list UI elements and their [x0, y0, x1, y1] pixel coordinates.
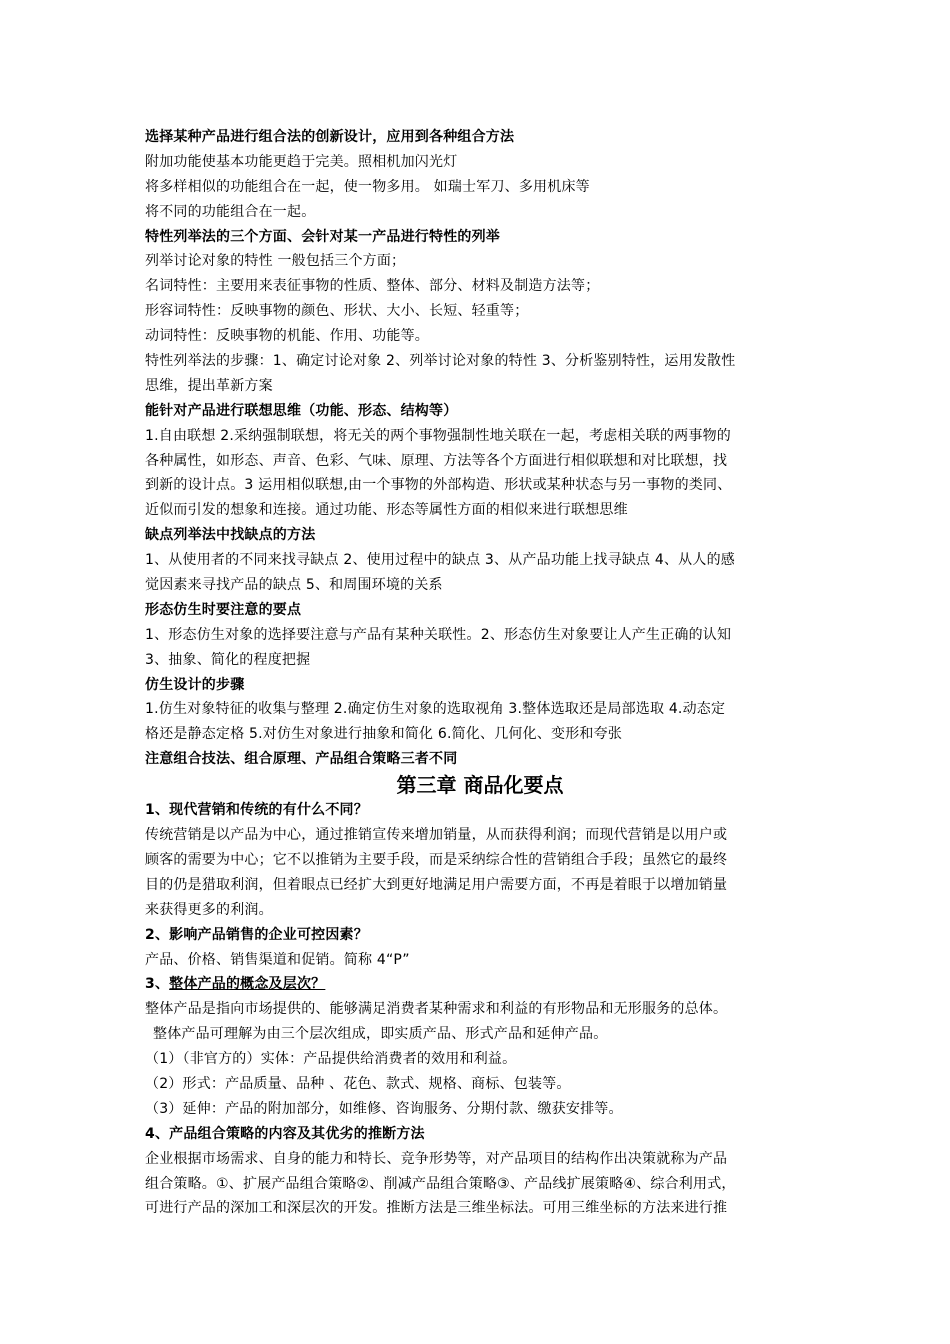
paragraph: 特性列举法的步骤：1、确定讨论对象 2、列举讨论对象的特性 3、分析鉴别特性，运用发散性 — [145, 353, 736, 370]
heading: 2、影响产品销售的企业可控因素？ — [145, 926, 368, 943]
paragraph: 产品、价格、销售渠道和促销。简称 4“P” — [145, 951, 410, 968]
heading — [145, 972, 815, 997]
paragraph: 到新的设计点。3 运用相似联想,由一个事物的外部构造、形状或某种状态与另一事物的类同、 — [145, 477, 732, 494]
paragraph: 来获得更多的利润。 — [145, 901, 273, 918]
paragraph: 1、形态仿生对象的选择要注意与产品有某种关联性。2、形态仿生对象要让人产生正确的认知 — [145, 626, 732, 643]
paragraph: 名词特性：主要用来表征事物的性质、整体、部分、材料及制造方法等； — [145, 278, 600, 295]
heading-underlined: 整体产品的概念及层次？ — [169, 976, 326, 993]
paragraph: 觉因素来寻找产品的缺点 5、和周围环境的关系 — [145, 577, 443, 594]
paragraph: 组合策略。①、扩展产品组合策略②、削减产品组合策略③、产品线扩展策略④、综合利用式， — [145, 1175, 736, 1192]
paragraph: 整体产品可理解为由三个层次组成，即实质产品、形式产品和延伸产品。 — [153, 1026, 608, 1043]
heading: 特性列举法的三个方面、会针对某一产品进行特性的列举 — [145, 228, 500, 245]
paragraph: 附加功能使基本功能更趋于完美。照相机加闪光灯 — [145, 153, 458, 170]
heading: 形态仿生时要注意的要点 — [145, 601, 302, 618]
paragraph: 整体产品是指向市场提供的、能够满足消费者某种需求和利益的有形物品和无形服务的总体。 — [145, 1001, 728, 1018]
paragraph: 近似而引发的想象和连接。通过功能、形态等属性方面的相似来进行联想思维 — [145, 502, 628, 519]
paragraph: 1.自由联想 2.采纳强制联想，将无关的两个事物强制性地关联在一起，考虑相关联的两事物的 — [145, 427, 731, 444]
paragraph: 各种属性，如形态、声音、色彩、气味、原理、方法等各个方面进行相似联想和对比联想，找 — [145, 452, 728, 469]
paragraph: 动词特性：反映事物的机能、作用、功能等。 — [145, 328, 429, 345]
paragraph: 1.仿生对象特征的收集与整理 2.确定仿生对象的选取视角 3.整体选取还是局部选取 4.动态定 — [145, 701, 726, 718]
heading-number: 3、 — [145, 976, 170, 993]
heading: 注意组合技法、组合原理、产品组合策略三者不同 — [145, 751, 458, 768]
paragraph: 格还是静态定格 5.对仿生对象进行抽象和简化 6.简化、几何化、变形和夸张 — [145, 726, 623, 743]
paragraph: 1、从使用者的不同来找寻缺点 2、使用过程中的缺点 3、从产品功能上找寻缺点 4、从人的感 — [145, 552, 735, 569]
paragraph: 思维，提出革新方案 — [145, 377, 273, 394]
list-item: （3）延伸：产品的附加部分，如维修、咨询服务、分期付款、缴获安排等。 — [145, 1100, 623, 1117]
paragraph: 将多样相似的功能组合在一起，使一物多用。 如瑞士军刀、多用机床等 — [145, 178, 590, 195]
heading: 1、现代营销和传统的有什么不同？ — [145, 802, 368, 819]
paragraph: 形容词特性：反映事物的颜色、形状、大小、长短、轻重等； — [145, 303, 529, 320]
chapter-title: 第三章 商品化要点 — [396, 773, 564, 798]
paragraph: 企业根据市场需求、自身的能力和特长、竞争形势等，对产品项目的结构作出决策就称为产品 — [145, 1150, 728, 1167]
paragraph: 可进行产品的深加工和深层次的开发。推断方法是三维坐标法。可用三维坐标的方法来进行推 — [145, 1200, 728, 1217]
list-item: （1）（非官方的）实体：产品提供给消费者的效用和利益。 — [145, 1051, 517, 1068]
heading: 选择某种产品进行组合法的创新设计，应用到各种组合方法 — [145, 129, 515, 145]
list-item: （2）形式：产品质量、品种 、花色、款式、规格、商标、包装等。 — [145, 1075, 571, 1092]
heading: 缺点列举法中找缺点的方法 — [145, 527, 316, 544]
paragraph: 列举讨论对象的特性 一般包括三个方面； — [145, 253, 406, 270]
heading: 仿生设计的步骤 — [145, 676, 245, 693]
paragraph: 目的仍是猎取利润，但着眼点已经扩大到更好地满足用户需要方面，不再是着眼于以增加销量 — [145, 876, 728, 893]
paragraph: 将不同的功能组合在一起。 — [145, 203, 316, 220]
paragraph: 传统营销是以产品为中心，通过推销宣传来增加销量，从而获得利润；而现代营销是以用户或 — [145, 827, 728, 844]
document-page — [145, 125, 815, 1221]
paragraph: 3、抽象、简化的程度把握 — [145, 651, 311, 668]
heading: 能针对产品进行联想思维（功能、形态、结构等） — [145, 402, 458, 419]
heading: 4、产品组合策略的内容及其优劣的推断方法 — [145, 1125, 425, 1142]
paragraph: 顾客的需要为中心；它不以推销为主要手段，而是采纳综合性的营销组合手段；虽然它的最终 — [145, 851, 728, 868]
